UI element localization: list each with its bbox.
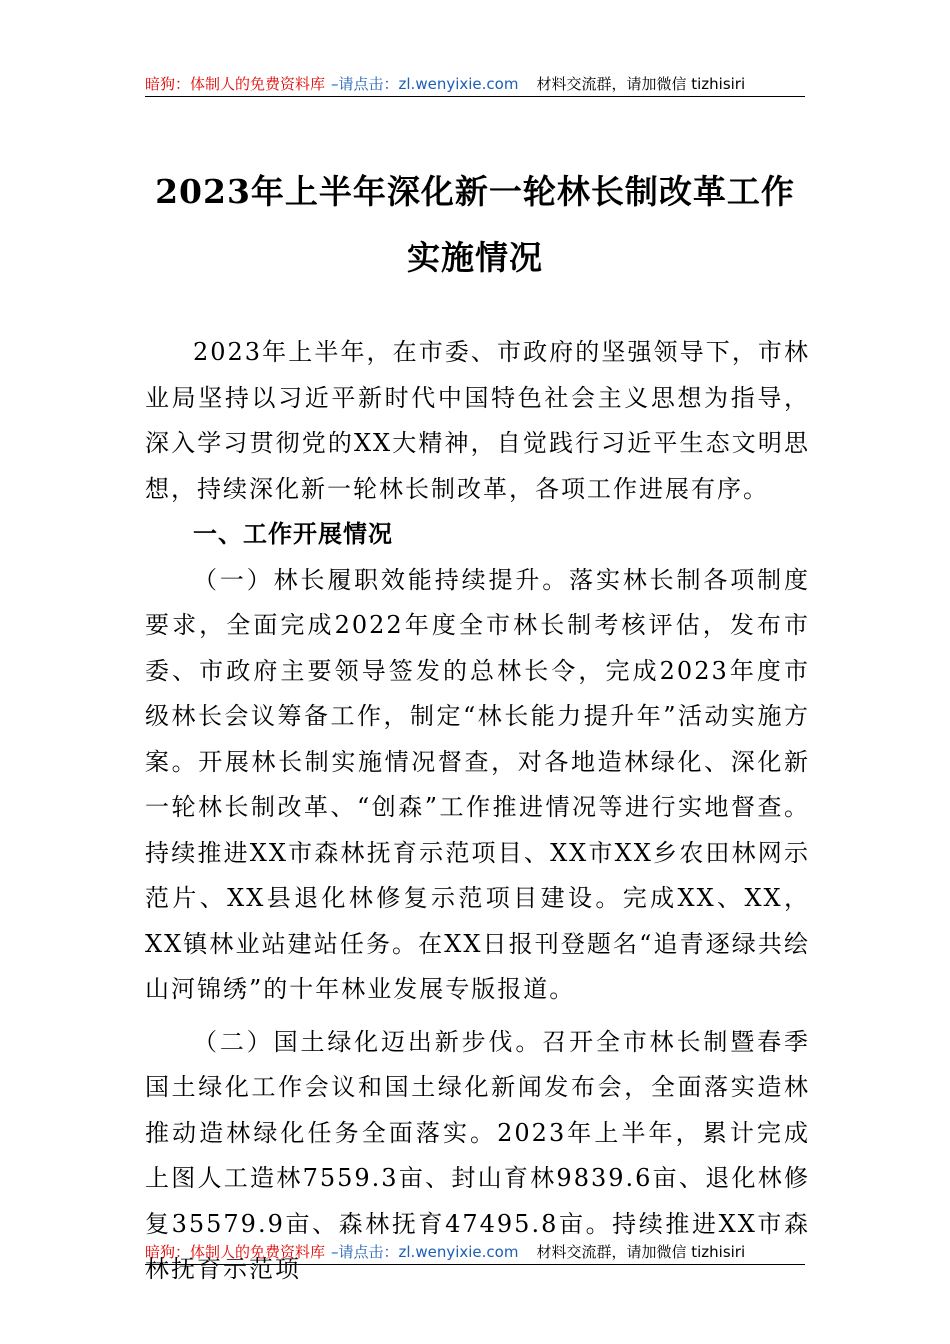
footer-banner <box>145 1240 805 1265</box>
header-banner <box>145 72 805 97</box>
document-body <box>145 330 810 1293</box>
header-group-text: 材料交流群，请加微信 tizhisiri <box>536 75 746 93</box>
footer-group-text: 材料交流群，请加微信 tizhisiri <box>536 1243 746 1261</box>
header-source-text: 暗狗：体制人的免费资料库 <box>145 75 326 93</box>
document-title-line1: 2023年上半年深化新一轮林长制改革工作 <box>155 172 795 211</box>
header-link[interactable]: –请点击：zl.wenyixie.com <box>331 75 519 93</box>
paragraph-2: （二）国土绿化迈出新步伐。召开全市林长制暨春季国土绿化工作会议和国土绿化新闻发布会，全面落实造林推动造林绿化任务全面落实。2023年上半年，累计完成上图人工造林7559.3亩、封山育林9839.6亩、退化林修复35579.9亩、森林抚育47495.8亩。持续推进XX市森林抚育示范项 <box>145 1027 810 1283</box>
footer-source-text: 暗狗：体制人的免费资料库 <box>145 1243 326 1261</box>
footer-link[interactable]: –请点击：zl.wenyixie.com <box>331 1243 519 1261</box>
intro-paragraph: 2023年上半年，在市委、市政府的坚强领导下，市林业局坚持以习近平新时代中国特色社会主义思想为指导，深入学习贯彻党的XX大精神，自觉践行习近平生态文明思想，持续深化新一轮林长制改革，各项工作进展有序。 <box>145 338 810 503</box>
document-title-line2: 实施情况 <box>407 238 543 277</box>
paragraph-1: （一）林长履职效能持续提升。落实林长制各项制度要求，全面完成2022年度全市林长制考核评估，发布市委、市政府主要领导签发的总林长令，完成2023年度市级林长会议筹备工作，制定“林长能力提升年”活动实施方案。开展林长制实施情况督查，对各地造林绿化、深化新一轮林长制改革、“创森”工作推进情况等进行实地督查。持续推进XX市森林抚育示范项目、XX市XX乡农田林网示范片、XX县退化林修复示范项目建设。完成XX、XX，XX镇林业站建站任务。在XX日报刊登题名“追青逐绿共绘山河锦绣”的十年林业发展专版报道。 <box>145 565 810 1003</box>
section-heading-1: 一、工作开展情况 <box>193 520 393 548</box>
